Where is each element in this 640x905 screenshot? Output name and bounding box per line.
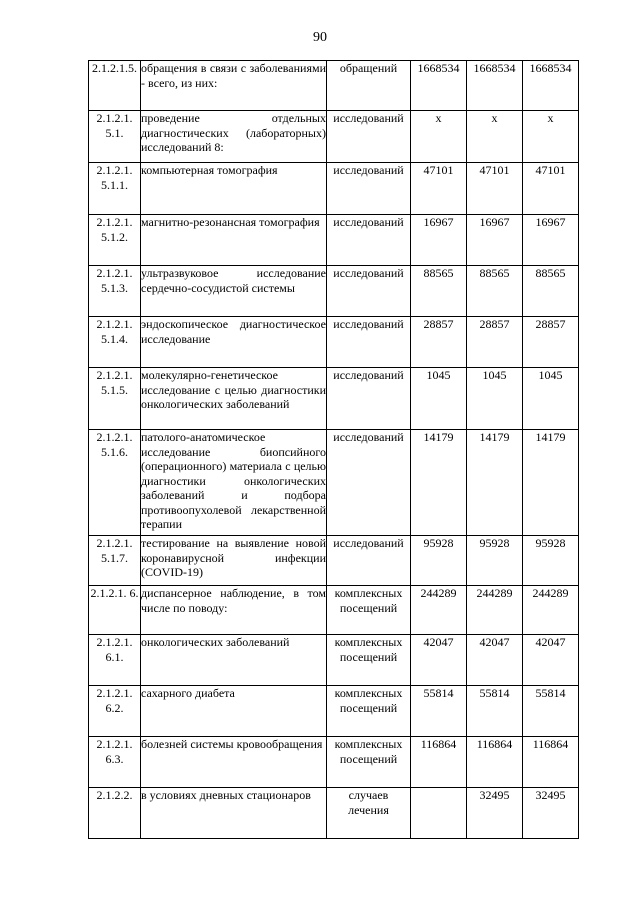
table-row [89, 536, 579, 586]
row-unit: обращений [327, 61, 411, 111]
row-description: патолого-анатомическое исследование биопсийного (операционного) материала с целью диагностики онкологических заболеваний и подбора противоопухолевой лекарственной терапии [141, 430, 327, 536]
row-value-2: 1668534 [467, 61, 523, 111]
row-value-3: 16967 [523, 215, 579, 266]
row-value-3: 116864 [523, 737, 579, 788]
row-value-2: 42047 [467, 635, 523, 686]
table-row [89, 61, 579, 111]
table-row [89, 686, 579, 737]
row-value-1: 116864 [411, 737, 467, 788]
row-code: 2.1.2.1. 5.1.3. [89, 266, 141, 317]
row-description: компьютерная томография [141, 163, 327, 215]
row-description: онкологических заболеваний [141, 635, 327, 686]
row-value-1: 47101 [411, 163, 467, 215]
table-row [89, 111, 579, 163]
row-value-1: 244289 [411, 586, 467, 635]
row-value-1: 88565 [411, 266, 467, 317]
row-value-2: 1045 [467, 368, 523, 430]
row-value-2: 32495 [467, 788, 523, 839]
row-value-1 [411, 788, 467, 839]
row-value-2: 88565 [467, 266, 523, 317]
row-value-3: 95928 [523, 536, 579, 586]
row-code: 2.1.2.1. 5.1. [89, 111, 141, 163]
row-description: проведение отдельных диагностических (лабораторных) исследований 8: [141, 111, 327, 163]
row-description: диспансерное наблюдение, в том числе по поводу: [141, 586, 327, 635]
row-value-2: 28857 [467, 317, 523, 368]
row-value-3: 244289 [523, 586, 579, 635]
row-value-3: 55814 [523, 686, 579, 737]
table-row [89, 368, 579, 430]
row-description: болезней системы кровообращения [141, 737, 327, 788]
row-unit: комплексных посещений [327, 686, 411, 737]
row-unit: комплексных посещений [327, 737, 411, 788]
table-row [89, 317, 579, 368]
row-value-1: 1045 [411, 368, 467, 430]
data-table [88, 60, 579, 839]
row-value-2: 95928 [467, 536, 523, 586]
row-description: ультразвуковое исследование сердечно-сосудистой системы [141, 266, 327, 317]
table-row [89, 737, 579, 788]
table-row [89, 163, 579, 215]
row-value-3: 28857 [523, 317, 579, 368]
row-value-1: 14179 [411, 430, 467, 536]
row-value-3: 14179 [523, 430, 579, 536]
row-value-2: х [467, 111, 523, 163]
table-row [89, 635, 579, 686]
row-value-3: 1668534 [523, 61, 579, 111]
row-value-3: 32495 [523, 788, 579, 839]
row-unit: исследований [327, 111, 411, 163]
row-value-1: 16967 [411, 215, 467, 266]
table-body [89, 61, 579, 839]
table-row [89, 430, 579, 536]
row-unit: исследований [327, 215, 411, 266]
table-row [89, 586, 579, 635]
row-value-1: 28857 [411, 317, 467, 368]
row-value-1: 95928 [411, 536, 467, 586]
row-unit: исследований [327, 163, 411, 215]
row-description: тестирование на выявление новой коронавирусной инфекции (COVID-19) [141, 536, 327, 586]
row-description: молекулярно-генетическое исследование с целью диагностики онкологических заболеваний [141, 368, 327, 430]
row-code: 2.1.2.1. 6. [89, 586, 141, 635]
row-unit: исследований [327, 317, 411, 368]
row-code: 2.1.2.1. 5.1.2. [89, 215, 141, 266]
row-value-1: 55814 [411, 686, 467, 737]
table-row [89, 788, 579, 839]
table-row [89, 215, 579, 266]
row-value-2: 47101 [467, 163, 523, 215]
row-value-1: 42047 [411, 635, 467, 686]
row-unit: исследований [327, 536, 411, 586]
row-value-2: 116864 [467, 737, 523, 788]
table-row [89, 266, 579, 317]
row-unit: исследований [327, 430, 411, 536]
row-unit: исследований [327, 266, 411, 317]
row-code: 2.1.2.1.5. [89, 61, 141, 111]
row-unit: исследований [327, 368, 411, 430]
row-code: 2.1.2.1. 5.1.6. [89, 430, 141, 536]
row-value-2: 16967 [467, 215, 523, 266]
row-value-3: х [523, 111, 579, 163]
row-code: 2.1.2.1. 6.1. [89, 635, 141, 686]
row-unit: комплексных посещений [327, 586, 411, 635]
row-value-3: 1045 [523, 368, 579, 430]
row-value-3: 88565 [523, 266, 579, 317]
row-value-2: 14179 [467, 430, 523, 536]
row-value-1: х [411, 111, 467, 163]
row-code: 2.1.2.1. 5.1.7. [89, 536, 141, 586]
row-value-2: 55814 [467, 686, 523, 737]
row-value-2: 244289 [467, 586, 523, 635]
row-unit: комплексных посещений [327, 635, 411, 686]
row-description: в условиях дневных стационаров [141, 788, 327, 839]
row-code: 2.1.2.1. 6.3. [89, 737, 141, 788]
row-description: магнитно-резонансная томография [141, 215, 327, 266]
row-code: 2.1.2.2. [89, 788, 141, 839]
row-unit: случаев лечения [327, 788, 411, 839]
row-code: 2.1.2.1. 5.1.4. [89, 317, 141, 368]
row-code: 2.1.2.1. 6.2. [89, 686, 141, 737]
row-value-3: 42047 [523, 635, 579, 686]
row-description: обращения в связи с заболеваниями - всего, из них: [141, 61, 327, 111]
row-description: эндоскопическое диагностическое исследование [141, 317, 327, 368]
row-code: 2.1.2.1. 5.1.1. [89, 163, 141, 215]
row-value-3: 47101 [523, 163, 579, 215]
row-code: 2.1.2.1. 5.1.5. [89, 368, 141, 430]
row-description: сахарного диабета [141, 686, 327, 737]
page-number: 90 [313, 30, 327, 45]
row-value-1: 1668534 [411, 61, 467, 111]
